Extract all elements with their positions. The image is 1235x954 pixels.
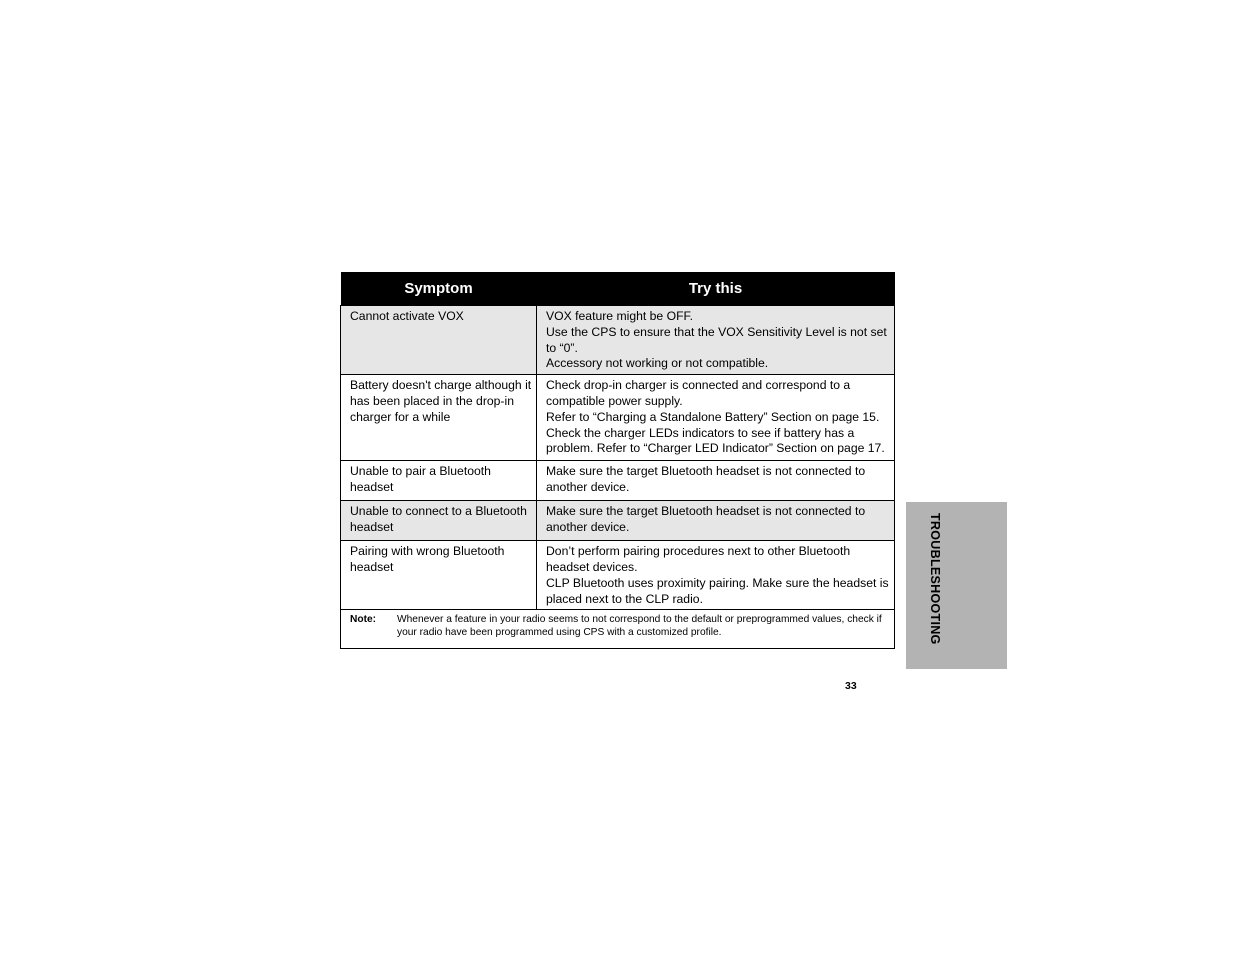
- section-side-tab: [906, 502, 1007, 669]
- note-row: [341, 610, 895, 649]
- table-row: [341, 541, 895, 610]
- try-this-line: Don’t perform pairing procedures next to other Bluetooth headset devices.: [546, 544, 851, 574]
- try-this-line: Use the CPS to ensure that the VOX Sensitivity Level is not set to “0”.: [546, 324, 887, 355]
- symptom-text: Unable to pair a Bluetooth headset: [350, 464, 491, 494]
- try-this-line: Check drop-in charger is connected and correspond to a compatible power supply.: [546, 378, 851, 408]
- header-try-this: Try this: [537, 272, 895, 306]
- symptom-text: Pairing with wrong Bluetooth headset: [350, 544, 505, 574]
- symptom-cell: [341, 375, 537, 461]
- try-this-line: Make sure the target Bluetooth headset is not connected to another device.: [546, 504, 866, 534]
- try-this-cell: [537, 375, 895, 461]
- try-this-line: VOX feature might be OFF.: [546, 309, 693, 323]
- troubleshooting-table: [340, 272, 895, 649]
- note: [350, 614, 886, 639]
- table-row: [341, 306, 895, 375]
- try-this-cell: [537, 461, 895, 501]
- page-number: 33: [845, 680, 857, 692]
- try-this-cell: [537, 501, 895, 541]
- try-this-cell: [537, 541, 895, 610]
- try-this-line: CLP Bluetooth uses proximity pairing. Make sure the headset is placed next to the CLP radio.: [546, 575, 889, 606]
- try-this-cell: [537, 306, 895, 375]
- section-side-tab-label: TROUBLESHOOTING: [928, 513, 942, 645]
- symptom-cell: [341, 306, 537, 375]
- symptom-text: Unable to connect to a Bluetooth headset: [350, 504, 527, 534]
- table-row: [341, 501, 895, 541]
- note-text: Whenever a feature in your radio seems to not correspond to the default or preprogrammed values, check if your radio have been programmed using CPS with a customized profile.: [397, 614, 882, 638]
- table-row: [341, 461, 895, 501]
- try-this-line: Refer to “Charging a Standalone Battery” Section on page 15.: [546, 409, 880, 424]
- symptom-cell: [341, 461, 537, 501]
- header-symptom: Symptom: [341, 272, 537, 306]
- try-this-line: Accessory not working or not compatible.: [546, 356, 769, 371]
- symptom-text: Cannot activate VOX: [350, 309, 464, 323]
- table-header-row: [341, 272, 895, 306]
- try-this-line: Make sure the target Bluetooth headset is not connected to another device.: [546, 464, 866, 494]
- symptom-text: Battery doesn't charge although it has been placed in the drop-in charger for a while: [350, 378, 532, 424]
- note-label: Note:: [350, 614, 377, 626]
- symptom-cell: [341, 541, 537, 610]
- table-row: [341, 375, 895, 461]
- try-this-line: Check the charger LEDs indicators to see if battery has a problem. Refer to “Charger LED Indicator” Section on page 17.: [546, 425, 885, 456]
- symptom-cell: [341, 501, 537, 541]
- note-cell: [341, 610, 895, 649]
